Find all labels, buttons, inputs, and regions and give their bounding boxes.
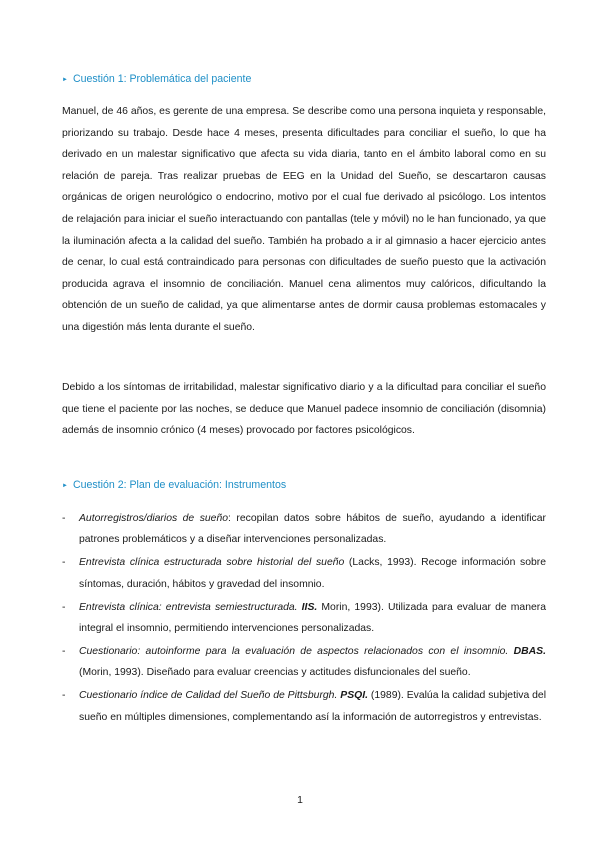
instrument-description: (Morin, 1993). Diseñado para evaluar creencias y actitudes disfuncionales del sueño. (79, 667, 471, 679)
section-1-heading-text: Cuestión 1: Problemática del paciente (72, 73, 252, 85)
triangle-right-icon: ► (62, 483, 68, 489)
list-item (62, 597, 546, 640)
instrument-acronym: DBAS. (513, 645, 546, 657)
section-1-paragraph-1: Manuel, de 46 años, es gerente de una empresa. Se describe como una persona inquieta y responsable, priorizando su trabajo. Desde hace 4 meses, presenta dificultades para conciliar el sueño, lo que ha derivado en un malestar significativo que afecta su vida diaria, tanto en el ámbito laboral como en su relación de pareja. Tras realizar pruebas de EEG en la Unidad del Sueño, se descartaron causas orgánicas de origen neurológico o endocrino, motivo por el cual fue derivado al psicólogo. Los intentos de relajación para iniciar el sueño interactuando con pantallas (tele y móvil) no le han funcionado, ya que la iluminación afecta a la calidad del sueño. También ha probado a ir al gimnasio a hacer ejercicio antes de cenar, lo cual está contraindicado para personas con dificultades de sueño puesto que la activación producida agrava el insomnio de conciliación. Manuel cena alimentos muy calóricos, dificultando la obtención de un sueño de calidad, ya que alimentarse antes de dormir causa problemas estomacales y una digestión más lenta durante el sueño. (62, 106, 546, 333)
section-1-heading (62, 73, 251, 85)
instrument-description: Morin, 1993). Utilizada para evaluar de manera integral el insomnio, permitiendo intervenciones personalizadas. (79, 601, 546, 635)
instruments-list (62, 508, 546, 730)
list-bullet: - (62, 690, 66, 702)
instrument-name: Autorregistros/diarios de sueño (79, 513, 229, 524)
list-item (62, 641, 546, 684)
list-bullet: - (62, 645, 66, 657)
instrument-name: Cuestionario: autoinforme para la evaluación de aspectos relacionados con el insomnio. (79, 645, 514, 657)
list-bullet: - (62, 557, 66, 569)
instrument-description: : recopilan datos sobre hábitos de sueño, ayudando a identificar patrones problemáticos y a diseñar intervenciones personalizadas. (79, 513, 546, 546)
instrument-description: (Lacks, 1993). Recoge información sobre síntomas, duración, hábitos y gravedad del insomnio. (79, 557, 546, 590)
list-item (62, 552, 546, 595)
list-item (62, 685, 546, 728)
instrument-acronym: PSQI. (340, 690, 368, 702)
section-2-heading (62, 479, 286, 491)
instrument-name: Entrevista clínica: entrevista semiestructurada. (79, 601, 302, 613)
page-number: 1 (297, 795, 303, 806)
list-bullet: - (62, 601, 66, 613)
triangle-right-icon: ► (62, 77, 68, 83)
instrument-name: Entrevista clínica estructurada sobre historial del sueño (79, 557, 345, 569)
instrument-acronym: IIS. (301, 601, 318, 613)
section-1-paragraph-2: Debido a los síntomas de irritabilidad, malestar significativo diario y a la dificultad para conciliar el sueño que tiene el paciente por las noches, se deduce que Manuel padece insomnio de conciliación (disomnia) además de insomnio crónico (4 meses) provocado por factores psicológicos. (62, 382, 546, 437)
section-2-heading-text: Cuestión 2: Plan de evaluación: Instrumentos (72, 479, 287, 491)
list-item (62, 508, 546, 551)
list-bullet: - (62, 513, 66, 524)
instrument-name: Cuestionario índice de Calidad del Sueño de Pittsburgh. (79, 690, 341, 702)
instrument-description: (1989). Evalúa la calidad subjetiva del sueño en múltiples dimensiones, complementando así la información de autorregistros y entrevistas. (79, 690, 547, 723)
